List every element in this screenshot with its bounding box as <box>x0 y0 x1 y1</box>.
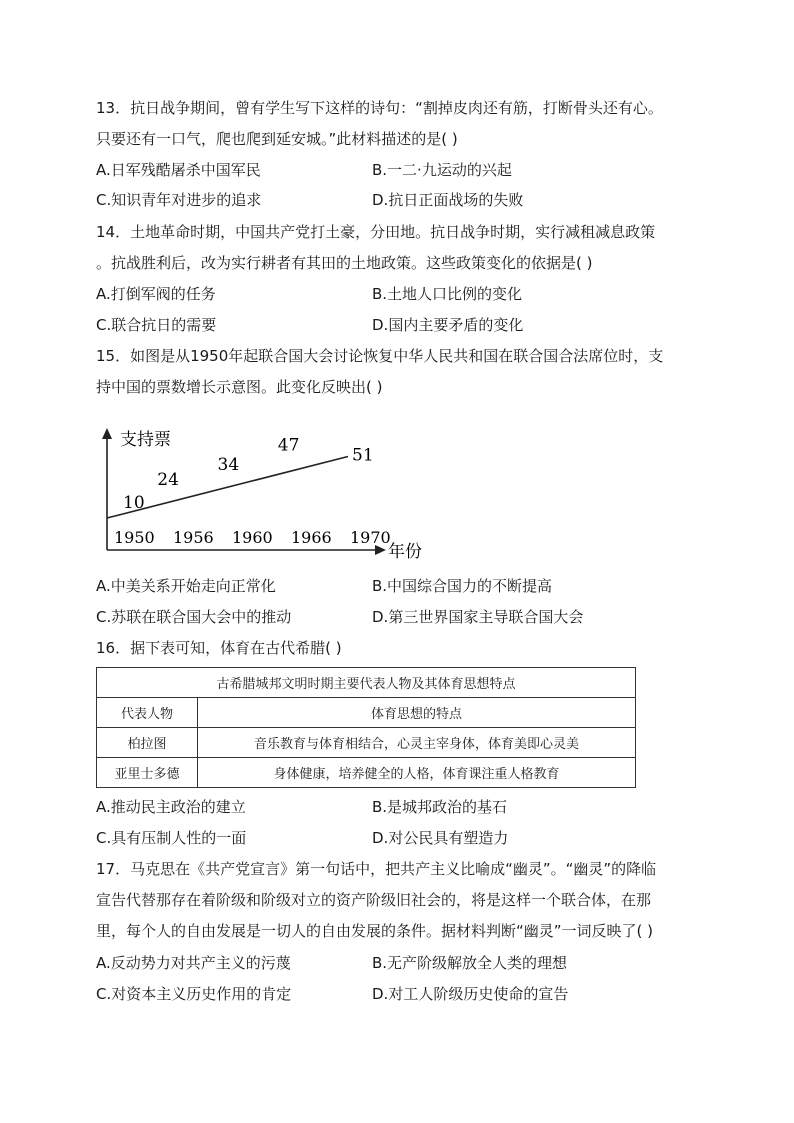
table-cell: 身体健康，培养健全的人格，体育课注重人格教育 <box>198 758 636 788</box>
q15-option-a: A.中美关系开始走向正常化 <box>96 577 276 595</box>
q15-stem-line1: 15．如图是从1950年起联合国大会讨论恢复中华人民共和国在联合国合法席位时，支 <box>96 347 664 365</box>
data-label: 10 <box>123 493 145 513</box>
q13-option-d: D.抗日正面战场的失败 <box>372 191 524 209</box>
q17-option-a: A.反动势力对共产主义的污蔑 <box>96 954 291 972</box>
q17-option-d: D.对工人阶级历史使命的宣告 <box>372 985 569 1003</box>
table-row <box>97 758 636 788</box>
q15-option-b: B.中国综合国力的不断提高 <box>372 577 553 595</box>
q15-stem-line2: 持中国的票数增长示意图。此变化反映出( ) <box>96 378 383 396</box>
table-cell: 亚里士多德 <box>97 758 198 788</box>
x-tick-label: 1960 <box>232 528 273 547</box>
q17-stem-line3: 里，每个人的自由发展是一切人的自由发展的条件。据材料判断“幽灵”一词反映了( ) <box>96 922 654 940</box>
q16-option-b: B.是城邦政治的基石 <box>372 798 508 816</box>
table-cell: 音乐教育与体育相结合，心灵主宰身体，体育美即心灵美 <box>198 728 636 758</box>
q13-stem-line1: 13．抗日战争期间，曾有学生写下这样的诗句：“割掉皮肉还有筋，打断骨头还有心。 <box>96 99 663 117</box>
q15-option-d: D.第三世界国家主导联合国大会 <box>372 608 584 626</box>
q13-stem-line2: 只要还有一口气，爬也爬到延安城。”此材料描述的是( ) <box>96 130 458 148</box>
table-header-row <box>97 698 636 728</box>
table-cell: 柏拉图 <box>97 728 198 758</box>
y-axis-label: 支持票 <box>120 430 171 450</box>
q14-option-a: A.打倒军阀的任务 <box>96 285 216 303</box>
greek-thinkers-table <box>96 667 636 788</box>
data-label: 34 <box>217 455 240 475</box>
q15-option-c: C.苏联在联合国大会中的推动 <box>96 608 292 626</box>
q16-option-c: C.具有压制人性的一面 <box>96 829 247 847</box>
q13-option-a: A.日军残酷屠杀中国军民 <box>96 161 261 179</box>
q14-stem-line2: 。抗战胜利后，改为实行耕者有其田的土地政策。这些政策变化的依据是( ) <box>96 254 593 272</box>
data-label: 51 <box>352 445 374 466</box>
q17-stem-line1: 17．马克思在《共产党宣言》第一句话中，把共产主义比喻成“幽灵”。“幽灵”的降临 <box>96 860 657 878</box>
q16-stem: 16．据下表可知，体育在古代希腊( ) <box>96 639 342 657</box>
table-row <box>97 728 636 758</box>
q13-option-c: C.知识青年对进步的追求 <box>96 191 262 209</box>
q17-option-c: C.对资本主义历史作用的肯定 <box>96 985 292 1003</box>
q17-option-b: B.无产阶级解放全人类的理想 <box>372 954 568 972</box>
q13-option-b: B.一二·九运动的兴起 <box>372 161 512 179</box>
table-header-cell: 代表人物 <box>97 698 198 728</box>
q16-option-a: A.推动民主政治的建立 <box>96 798 246 816</box>
table-title: 古希腊城邦文明时期主要代表人物及其体育思想特点 <box>97 668 636 698</box>
y-axis-arrow-icon <box>102 428 112 439</box>
x-tick-label: 1950 <box>114 528 155 547</box>
q14-option-b: B.土地人口比例的变化 <box>372 285 523 303</box>
x-axis-label: 年份 <box>388 542 422 562</box>
q14-stem-line1: 14．土地革命时期，中国共产党打土豪，分田地。抗日战争时期，实行减租减息政策 <box>96 223 656 241</box>
q14-option-d: D.国内主要矛盾的变化 <box>372 316 524 334</box>
data-label: 47 <box>277 435 300 456</box>
x-tick-label: 1966 <box>291 528 332 547</box>
x-tick-label: 1956 <box>173 528 214 547</box>
table-header-cell: 体育思想的特点 <box>198 698 636 728</box>
table-title-row <box>97 668 636 698</box>
q16-option-d: D.对公民具有塑造力 <box>372 829 509 847</box>
q17-stem-line2: 宣告代替那存在着阶级和阶级对立的资产阶级旧社会的，将是这样一个联合体，在那 <box>96 891 652 909</box>
data-label: 24 <box>157 470 179 490</box>
q14-option-c: C.联合抗日的需要 <box>96 316 217 334</box>
x-tick-label: 1970 <box>350 528 391 547</box>
vote-growth-chart <box>96 425 436 565</box>
